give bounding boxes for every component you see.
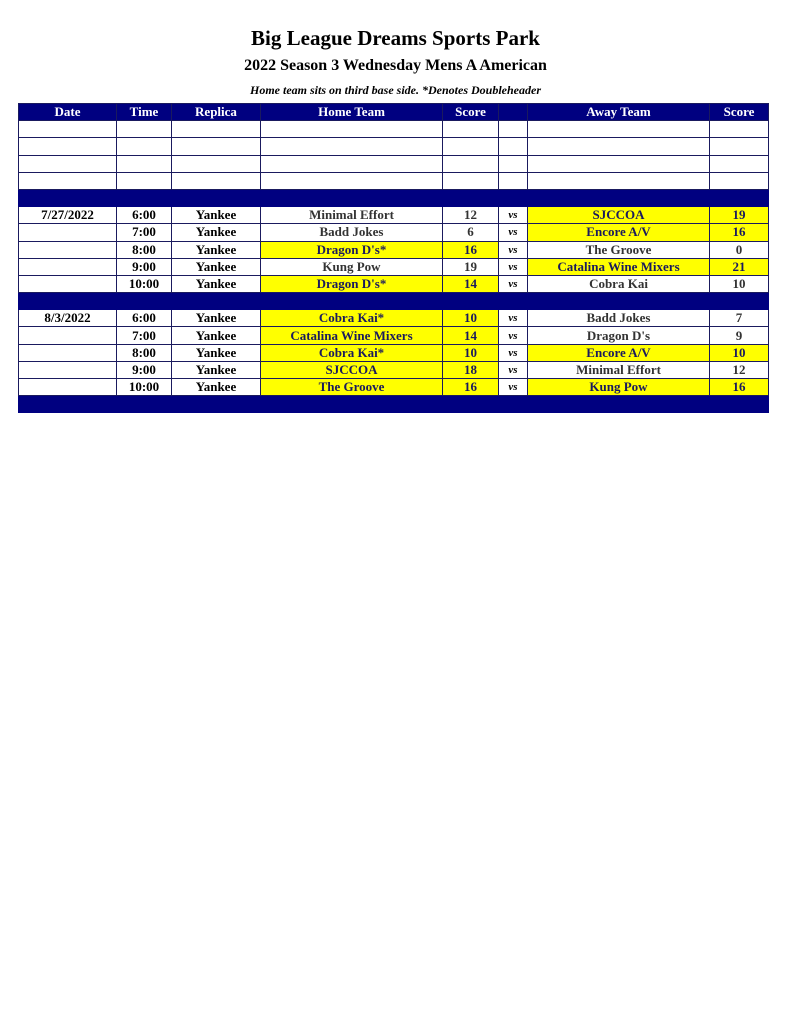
vs-label: vs [499, 361, 528, 378]
game-date: 7/27/2022 [19, 207, 117, 224]
game-row [19, 258, 769, 275]
game-time: 9:00 [117, 361, 172, 378]
away-team: Badd Jokes [528, 310, 710, 327]
game-date [19, 327, 117, 344]
home-score: 19 [443, 258, 499, 275]
game-row [19, 379, 769, 396]
game-date [19, 241, 117, 258]
home-team: Cobra Kai* [261, 310, 443, 327]
game-date [19, 379, 117, 396]
schedule-note: Home team sits on third base side. *Denotes Doubleheader [250, 83, 541, 97]
vs-label: vs [499, 241, 528, 258]
home-score: 14 [443, 327, 499, 344]
game-row [19, 327, 769, 344]
vs-label: vs [499, 327, 528, 344]
game-field: Yankee [172, 258, 261, 275]
vs-label: vs [499, 275, 528, 292]
separator-band [19, 293, 769, 310]
away-score: 21 [710, 258, 769, 275]
away-team: Catalina Wine Mixers [528, 258, 710, 275]
home-score: 6 [443, 224, 499, 241]
home-team: Kung Pow [261, 258, 443, 275]
page-subtitle: 2022 Season 3 Wednesday Mens A American [244, 57, 547, 74]
game-date [19, 361, 117, 378]
home-team: Dragon D's* [261, 241, 443, 258]
home-score: 10 [443, 344, 499, 361]
home-team: Dragon D's* [261, 275, 443, 292]
col-header-replica: Replica [172, 104, 261, 121]
game-time: 10:00 [117, 379, 172, 396]
separator-band [19, 189, 769, 206]
empty-row [19, 138, 769, 155]
away-team: Cobra Kai [528, 275, 710, 292]
game-time: 9:00 [117, 258, 172, 275]
game-row [19, 344, 769, 361]
game-time: 6:00 [117, 310, 172, 327]
game-time: 7:00 [117, 224, 172, 241]
away-score: 16 [710, 224, 769, 241]
vs-label: vs [499, 224, 528, 241]
home-score: 14 [443, 275, 499, 292]
vs-label: vs [499, 379, 528, 396]
game-time: 7:00 [117, 327, 172, 344]
away-score: 0 [710, 241, 769, 258]
col-header-away-team: Away Team [528, 104, 710, 121]
col-header-vs [499, 104, 528, 121]
game-field: Yankee [172, 207, 261, 224]
away-score: 7 [710, 310, 769, 327]
game-row [19, 361, 769, 378]
game-time: 10:00 [117, 275, 172, 292]
game-date: 8/3/2022 [19, 310, 117, 327]
game-row [19, 275, 769, 292]
away-team: Kung Pow [528, 379, 710, 396]
game-row [19, 241, 769, 258]
separator-band [19, 396, 769, 413]
away-score: 19 [710, 207, 769, 224]
away-score: 10 [710, 275, 769, 292]
home-score: 18 [443, 361, 499, 378]
game-row [19, 310, 769, 327]
away-team: Minimal Effort [528, 361, 710, 378]
game-date [19, 275, 117, 292]
game-time: 8:00 [117, 241, 172, 258]
game-date [19, 344, 117, 361]
away-score: 12 [710, 361, 769, 378]
away-team: Dragon D's [528, 327, 710, 344]
vs-label: vs [499, 344, 528, 361]
away-team: The Groove [528, 241, 710, 258]
game-field: Yankee [172, 344, 261, 361]
game-date [19, 224, 117, 241]
game-row [19, 207, 769, 224]
game-field: Yankee [172, 275, 261, 292]
game-row [19, 224, 769, 241]
game-field: Yankee [172, 327, 261, 344]
home-team: SJCCOA [261, 361, 443, 378]
game-time: 6:00 [117, 207, 172, 224]
home-team: Catalina Wine Mixers [261, 327, 443, 344]
empty-row [19, 155, 769, 172]
col-header-time: Time [117, 104, 172, 121]
game-field: Yankee [172, 379, 261, 396]
away-score: 9 [710, 327, 769, 344]
page-title: Big League Dreams Sports Park [251, 26, 540, 50]
game-field: Yankee [172, 361, 261, 378]
game-field: Yankee [172, 224, 261, 241]
empty-row [19, 121, 769, 138]
schedule-table [18, 103, 769, 413]
game-field: Yankee [172, 241, 261, 258]
header-row [19, 104, 769, 121]
home-team: Minimal Effort [261, 207, 443, 224]
empty-row [19, 172, 769, 189]
vs-label: vs [499, 207, 528, 224]
vs-label: vs [499, 310, 528, 327]
vs-label: vs [499, 258, 528, 275]
home-score: 16 [443, 379, 499, 396]
away-team: SJCCOA [528, 207, 710, 224]
col-header-date: Date [19, 104, 117, 121]
home-score: 16 [443, 241, 499, 258]
game-field: Yankee [172, 310, 261, 327]
home-team: Badd Jokes [261, 224, 443, 241]
away-team: Encore A/V [528, 224, 710, 241]
game-time: 8:00 [117, 344, 172, 361]
home-team: Cobra Kai* [261, 344, 443, 361]
col-header-home-score: Score [443, 104, 499, 121]
col-header-home-team: Home Team [261, 104, 443, 121]
game-date [19, 258, 117, 275]
away-score: 10 [710, 344, 769, 361]
home-score: 10 [443, 310, 499, 327]
col-header-away-score: Score [710, 104, 769, 121]
home-team: The Groove [261, 379, 443, 396]
away-team: Encore A/V [528, 344, 710, 361]
home-score: 12 [443, 207, 499, 224]
away-score: 16 [710, 379, 769, 396]
